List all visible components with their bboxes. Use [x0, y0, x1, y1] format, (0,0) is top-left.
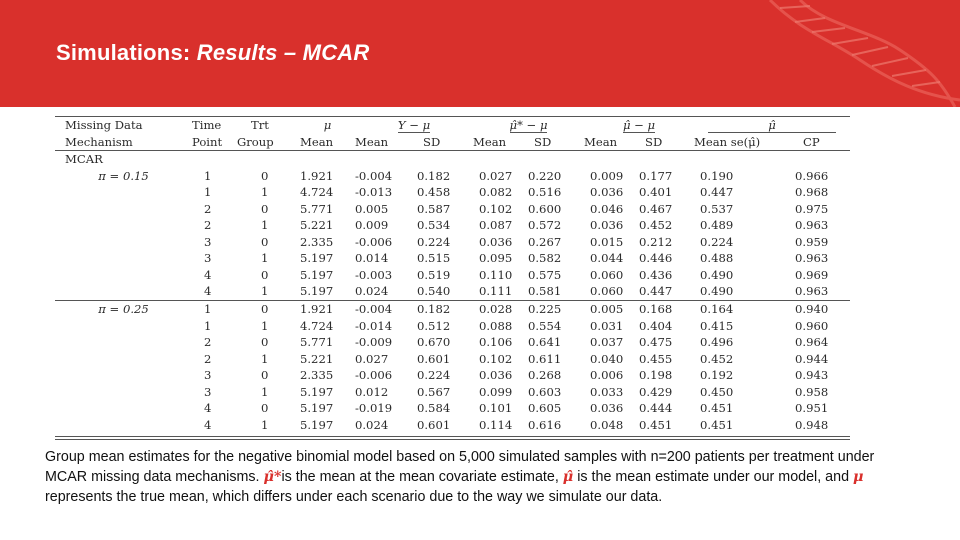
table-cell: 0.036	[479, 234, 513, 249]
title-bar	[0, 0, 960, 107]
table-cell: 2	[204, 218, 212, 233]
table-cell: 0.958	[795, 384, 829, 399]
group-label-empty	[55, 417, 192, 434]
table-cell: 0.603	[528, 384, 562, 399]
col-header-muhat-star-text: μ̂* − μ	[509, 118, 548, 132]
table-cell: 4	[204, 401, 212, 416]
group-label-empty	[55, 217, 192, 234]
col-header-mu: μ	[300, 117, 355, 134]
table-cell: 1	[261, 218, 269, 233]
group-label-empty	[55, 234, 192, 251]
col-header-y-minus-mu-text: Y − μ	[397, 118, 431, 132]
table-cell: 5.221	[300, 351, 334, 366]
table-row	[55, 267, 850, 284]
table-cell: 5.197	[300, 417, 334, 432]
table-cell: 0.554	[528, 318, 562, 333]
table-cell: 0.534	[417, 218, 451, 233]
table-cell: 1	[204, 318, 212, 333]
table-cell: 0.611	[528, 351, 562, 366]
table-cell: 1	[204, 185, 212, 200]
table-cell: 0.944	[795, 351, 829, 366]
group-label-empty	[55, 250, 192, 267]
table-cell: 4.724	[300, 318, 334, 333]
table-cell: 0.447	[700, 185, 734, 200]
table-cell: 0.031	[590, 318, 624, 333]
table-cell: 0.027	[479, 168, 513, 183]
table-cell: 0.114	[479, 417, 513, 432]
table-cell: 0.458	[417, 185, 451, 200]
col-header-muhat-text: μ̂	[708, 118, 836, 133]
table-cell: 0.198	[639, 368, 673, 383]
table-row	[55, 367, 850, 384]
table-cell: 0	[237, 301, 300, 318]
table-cell: 0.489	[700, 218, 734, 233]
table-cell: 2.335	[300, 234, 334, 249]
table-cell: 0.401	[639, 185, 673, 200]
table-cell: 0.601	[417, 417, 451, 432]
table-cell: 0.048	[590, 417, 624, 432]
section-row	[55, 151, 850, 168]
caption-part2: is the mean at the mean covariate estimate,	[281, 469, 563, 485]
table-cell: 0.095	[479, 251, 513, 266]
group-label-empty	[55, 334, 192, 351]
table-row	[55, 168, 850, 185]
table-cell: 1	[261, 284, 269, 299]
slide-title-main: Simulations:	[56, 40, 197, 65]
table-cell: 0.581	[528, 284, 562, 299]
table-cell: 0.028	[473, 301, 528, 318]
table-cell: 0.009	[355, 218, 389, 233]
dna-helix-decoration	[740, 0, 960, 107]
table-cell: 1	[261, 351, 269, 366]
group-label-empty	[55, 283, 192, 300]
table-cell: 0.616	[528, 417, 562, 432]
table-cell: -0.006	[355, 368, 393, 383]
table-cell: 0.087	[479, 218, 513, 233]
table-cell: 0.567	[417, 384, 451, 399]
table-cell: 0.033	[590, 384, 624, 399]
table-cell: 0.404	[639, 318, 673, 333]
table-cell: 0	[261, 267, 269, 282]
table-cell: 1	[204, 168, 212, 183]
table-cell: 0.475	[639, 335, 673, 350]
table-cell: 0.429	[639, 384, 673, 399]
table-cell: 1	[261, 318, 269, 333]
table-cell: -0.006	[355, 234, 393, 249]
table-cell: 1.921	[300, 301, 355, 318]
table-cell: -0.004	[355, 168, 393, 183]
table-cell: 5.771	[300, 201, 334, 216]
table-cell: 0.452	[639, 218, 673, 233]
table-cell: 5.197	[300, 251, 334, 266]
col-header-mean-muhat-star: Mean	[473, 134, 528, 151]
table-cell: 4	[204, 267, 212, 282]
table-cell: 0.005	[584, 301, 639, 318]
table-cell: 0.415	[700, 318, 734, 333]
header-row-2	[55, 134, 850, 151]
table-cell: 0.102	[479, 201, 513, 216]
table-cell: 0	[261, 234, 269, 249]
table-cell: 1	[261, 417, 269, 432]
table-cell: 0.060	[590, 284, 624, 299]
table-cell: 0.488	[700, 251, 734, 266]
table-cell: 0.009	[590, 168, 624, 183]
table-cell: 2	[204, 201, 212, 216]
col-header-y-minus-mu	[355, 117, 473, 134]
col-header-time: Time	[192, 117, 237, 134]
table-cell: 0.177	[639, 168, 673, 183]
table-cell: 0.575	[528, 267, 562, 282]
col-header-muhat-minus-mu	[584, 117, 694, 134]
table-row	[55, 417, 850, 434]
table-cell: 0.450	[700, 384, 734, 399]
table-cell: 0.044	[590, 251, 624, 266]
table-cell: -0.004	[355, 301, 417, 318]
table-cell: 0.036	[590, 218, 624, 233]
table-cell: 0.455	[639, 351, 673, 366]
table-cell: 0.101	[479, 401, 513, 416]
table-cell: 0.516	[528, 185, 562, 200]
table-cell: 0.964	[795, 335, 829, 350]
table-row	[55, 318, 850, 335]
col-header-trt: Trt	[237, 117, 300, 134]
table-cell: 4	[204, 284, 212, 299]
col-header-muhat-star-minus-mu	[473, 117, 584, 134]
col-header-muhat	[694, 117, 850, 134]
table-cell: -0.013	[355, 185, 393, 200]
table-cell: 0.224	[417, 234, 451, 249]
table-cell: 0.267	[528, 234, 562, 249]
table-cell: 0.268	[528, 368, 562, 383]
table-cell: 1	[261, 251, 269, 266]
table-cell: 0.963	[795, 251, 829, 266]
table-cell: 0.088	[479, 318, 513, 333]
table-cell: 0.444	[639, 401, 673, 416]
table-cell: 0.975	[795, 201, 829, 216]
table-cell: 0	[261, 401, 269, 416]
caption-symbol-mu: μ	[853, 469, 864, 485]
table-cell: 1.921	[300, 168, 334, 183]
table-cell: -0.014	[355, 318, 393, 333]
table-cell: 0	[261, 368, 269, 383]
table-cell: 0.451	[700, 417, 734, 432]
results-table-body	[55, 117, 850, 434]
table-cell: 0.037	[590, 335, 624, 350]
group-label: π = 0.15	[98, 168, 149, 183]
table-cell: 0.012	[355, 384, 389, 399]
table-cell: 0.224	[417, 368, 451, 383]
col-header-group: Group	[237, 134, 300, 151]
table-cell: 0.963	[795, 284, 829, 299]
table-cell: 5.221	[300, 218, 334, 233]
table-cell: 4	[204, 417, 212, 432]
table-row	[55, 301, 850, 318]
table-cell: 0.959	[795, 234, 829, 249]
table-cell: 0.966	[795, 168, 829, 183]
table-row	[55, 250, 850, 267]
table-cell: 0.111	[479, 284, 513, 299]
col-header-mechanism: Mechanism	[55, 134, 192, 151]
slide-title	[56, 40, 369, 66]
table-cell: 0.519	[417, 267, 451, 282]
table-cell: 3	[204, 234, 212, 249]
table-cell: 0.024	[355, 417, 389, 432]
results-table-container	[55, 116, 850, 433]
group-label: π = 0.25	[55, 301, 192, 318]
table-cell: 0.182	[417, 168, 451, 183]
table-cell: 0.467	[639, 201, 673, 216]
group-label-empty	[55, 184, 192, 201]
table-cell: 0.447	[639, 284, 673, 299]
table-cell: 0.451	[639, 417, 673, 432]
col-header-sd-muhat: SD	[639, 134, 694, 151]
table-cell: 0.024	[355, 284, 389, 299]
table-cell: 0.436	[639, 267, 673, 282]
group-label-empty	[55, 351, 192, 368]
col-header-mean-muhat: Mean	[584, 134, 639, 151]
table-cell: 5.197	[300, 267, 334, 282]
table-cell: 0.601	[417, 351, 451, 366]
table-cell: 0	[261, 168, 269, 183]
table-cell: 0.225	[528, 301, 584, 318]
table-cell: 5.197	[300, 384, 334, 399]
table-cell: -0.019	[355, 401, 393, 416]
table-cell: 0.452	[700, 351, 734, 366]
table-cell: 3	[204, 251, 212, 266]
caption-symbol-muhat: μ̂	[562, 469, 574, 485]
table-cell: 0.224	[700, 234, 734, 249]
table-cell: 0.036	[590, 185, 624, 200]
table-cell: 0.046	[590, 201, 624, 216]
table-cell: 0.014	[355, 251, 389, 266]
table-cell: 0.960	[795, 318, 829, 333]
table-row	[55, 234, 850, 251]
table-row	[55, 184, 850, 201]
table-cell: 0.948	[795, 417, 829, 432]
table-row	[55, 400, 850, 417]
table-cell: 0.943	[795, 368, 829, 383]
caption-part1: Group mean estimates for the negative binomial model based on 5,000 simulated samples with n=200 patients per treatment under MCAR missing data mechanisms.	[45, 449, 875, 485]
table-cell: 3	[204, 384, 212, 399]
results-table	[55, 116, 850, 433]
table-cell: 2	[204, 351, 212, 366]
table-cell: 5.771	[300, 335, 334, 350]
group-label-empty	[55, 267, 192, 284]
caption-part4: represents the true mean, which differs under each scenario due to the way we simulate our data.	[45, 489, 663, 505]
col-header-missing-data: Missing Data	[55, 117, 192, 134]
col-header-sd-muhat-star: SD	[528, 134, 584, 151]
table-row	[55, 384, 850, 401]
table-cell: 4.724	[300, 185, 334, 200]
table-cell: 0.600	[528, 201, 562, 216]
table-row	[55, 201, 850, 218]
table-row	[55, 334, 850, 351]
table-cell: 0.963	[795, 218, 829, 233]
table-cell: 0.168	[639, 301, 694, 318]
table-cell: 0.182	[417, 301, 473, 318]
table-cell: 0.192	[700, 368, 734, 383]
table-bottom-rule	[55, 436, 850, 440]
table-cell: 0.015	[590, 234, 624, 249]
table-row	[55, 283, 850, 300]
col-header-sd-y: SD	[417, 134, 473, 151]
group-label-empty	[55, 318, 192, 335]
table-cell: 0.605	[528, 401, 562, 416]
table-cell: 0.060	[590, 267, 624, 282]
table-cell: 0.572	[528, 218, 562, 233]
table-cell: 0.670	[417, 335, 451, 350]
table-cell: 0.490	[700, 284, 734, 299]
group-label-empty	[55, 367, 192, 384]
col-header-muhat-minus-mu-text: μ̂ − μ	[622, 118, 656, 132]
slide-title-emphasis: Results – MCAR	[196, 40, 370, 65]
table-cell: 0.212	[639, 234, 673, 249]
col-header-cp: CP	[795, 134, 850, 151]
table-cell: 0.006	[590, 368, 624, 383]
table-cell: 1	[261, 384, 269, 399]
table-cell: 0.641	[528, 335, 562, 350]
table-cell: 0.968	[795, 185, 829, 200]
table-cell: 0.940	[795, 301, 850, 318]
group-label-empty	[55, 400, 192, 417]
caption-part3: is the mean estimate under our model, and	[573, 469, 853, 485]
table-cell: 0.110	[479, 267, 513, 282]
table-cell: 1	[261, 185, 269, 200]
group-label-empty	[55, 201, 192, 218]
table-cell: 0.027	[355, 351, 389, 366]
table-cell: 0.036	[479, 368, 513, 383]
table-cell: -0.003	[355, 267, 393, 282]
table-cell: 0.164	[694, 301, 795, 318]
table-cell: 0.490	[700, 267, 734, 282]
table-cell: 0.540	[417, 284, 451, 299]
table-cell: 0.587	[417, 201, 451, 216]
table-cell: 1	[192, 301, 237, 318]
group-label-empty	[55, 384, 192, 401]
table-caption	[45, 447, 915, 507]
table-cell: 5.197	[300, 284, 334, 299]
col-header-mean-mu: Mean	[300, 134, 355, 151]
table-cell: 0.446	[639, 251, 673, 266]
col-header-point: Point	[192, 134, 237, 151]
section-label-mcar: MCAR	[65, 152, 103, 167]
table-cell: 0	[261, 335, 269, 350]
table-cell: 0.951	[795, 401, 829, 416]
table-cell: 0.099	[479, 384, 513, 399]
table-cell: 0.515	[417, 251, 451, 266]
table-cell: 0.496	[700, 335, 734, 350]
table-cell: 0.190	[700, 168, 734, 183]
table-cell: 0.040	[590, 351, 624, 366]
table-row	[55, 351, 850, 368]
table-cell: 0.584	[417, 401, 451, 416]
table-cell: 0	[261, 201, 269, 216]
table-cell: 3	[204, 368, 212, 383]
table-cell: 0.512	[417, 318, 451, 333]
table-cell: 0.220	[528, 168, 562, 183]
table-cell: -0.009	[355, 335, 393, 350]
table-cell: 0.102	[479, 351, 513, 366]
table-cell: 0.969	[795, 267, 829, 282]
table-cell: 0.537	[700, 201, 734, 216]
table-cell: 2	[204, 335, 212, 350]
header-row-1	[55, 117, 850, 134]
table-row	[55, 217, 850, 234]
table-cell: 0.005	[355, 201, 389, 216]
table-cell: 0.082	[479, 185, 513, 200]
col-header-mean-y: Mean	[355, 134, 417, 151]
table-cell: 0.036	[590, 401, 624, 416]
col-header-mean-se: Mean se(μ̂)	[694, 134, 795, 151]
caption-symbol-muhat-star: μ̂*	[263, 469, 282, 485]
table-cell: 0.582	[528, 251, 562, 266]
table-cell: 0.106	[479, 335, 513, 350]
table-cell: 0.451	[700, 401, 734, 416]
table-cell: 5.197	[300, 401, 334, 416]
table-cell: 2.335	[300, 368, 334, 383]
